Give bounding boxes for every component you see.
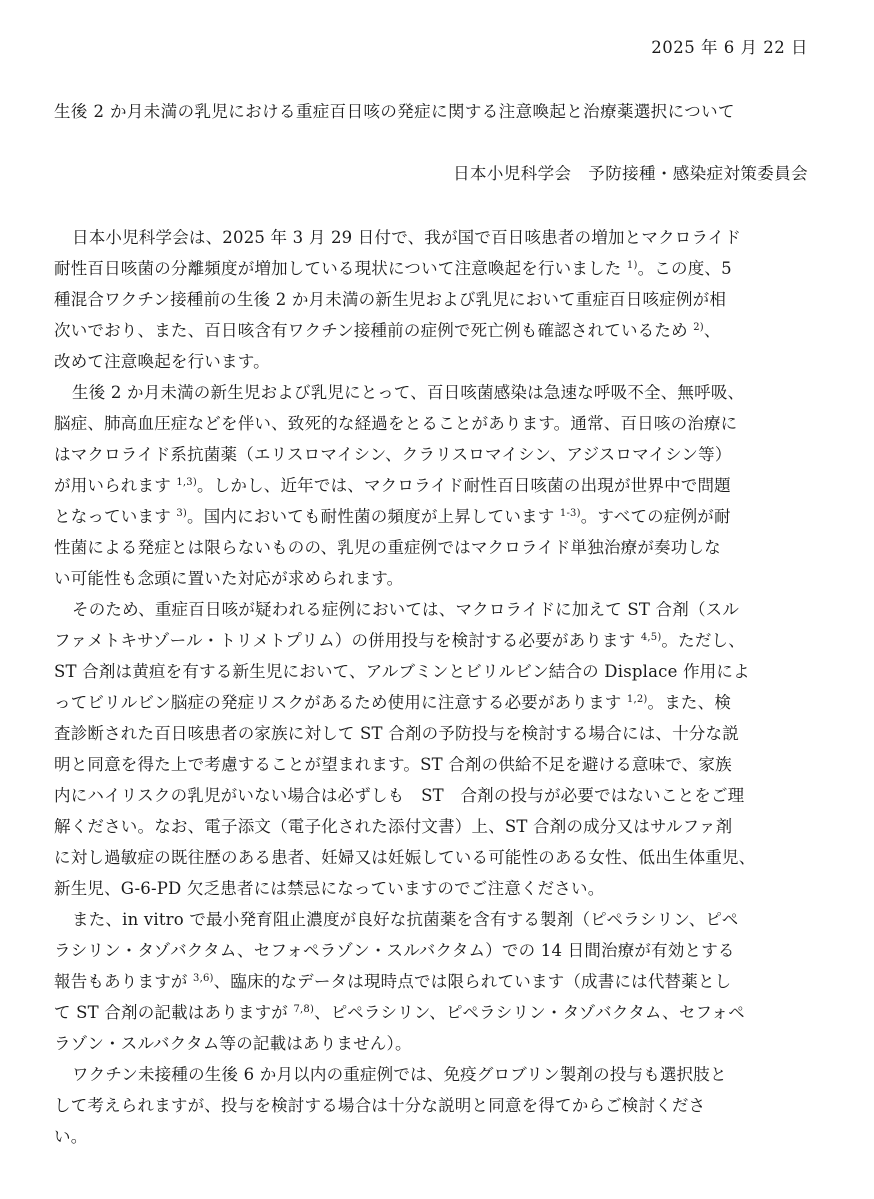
text-segment: 。また、検 — [647, 693, 732, 712]
reference-superscript: 2) — [693, 322, 704, 333]
body-text-line — [54, 532, 818, 563]
text-segment: となっています — [54, 507, 177, 526]
reference-superscript: 1,2) — [626, 694, 648, 705]
text-segment: い可能性も念頭に置いた対応が求められます。 — [54, 569, 404, 588]
body-text-line — [54, 1090, 818, 1121]
body-text-line — [54, 718, 818, 749]
reference-superscript: 1,3) — [176, 477, 197, 488]
body-text-line — [54, 253, 818, 284]
reference-superscript: 7,8) — [293, 1004, 315, 1015]
text-segment: そのため、重症百日咳が疑われる症例においては、マクロライドに加えて ST 合剤（スル — [72, 600, 740, 619]
body-text-line — [54, 315, 818, 346]
text-segment: 日本小児科学会は、2025 年 3 月 29 日付で、我が国で百日咳患者の増加とマクロライド — [72, 228, 742, 247]
document-title: 生後 2 か月未満の乳児における重症百日咳の発症に関する注意喚起と治療薬選択について — [54, 102, 735, 121]
body-text-line — [54, 1028, 818, 1059]
body-text-line — [54, 656, 818, 687]
body-text-line — [54, 1059, 818, 1090]
text-segment: はマクロライド系抗菌薬（エリスロマイシン、クラリスロマイシン、アジスロマイシン等） — [54, 445, 732, 464]
text-segment: ってビリルビン脳症の発症リスクがあるため使用に注意する必要があります — [54, 693, 627, 712]
body-text-line — [54, 377, 818, 408]
body-text-line — [54, 935, 818, 966]
text-segment: 生後 2 か月未満の新生児および乳児にとって、百日咳菌感染は急速な呼吸不全、無呼吸、 — [72, 383, 745, 402]
text-segment: 報告もありますが — [54, 972, 194, 991]
text-segment: 脳症、肺高血圧症などを伴い、致死的な経過をとることがあります。通常、百日咳の治療に — [54, 414, 738, 433]
text-segment: 性菌による発症とは限らないものの、乳児の重症例ではマクロライド単独治療が奏功しな — [54, 538, 721, 557]
text-segment: が用いられます — [54, 476, 177, 495]
body-text-line — [54, 346, 818, 377]
body-text-line — [54, 594, 818, 625]
body-text-line — [54, 904, 818, 935]
text-segment: 種混合ワクチン接種前の生後 2 か月未満の新生児および乳児において重症百日咳症例が相 — [54, 290, 727, 309]
body-text-line — [54, 749, 818, 780]
document-date: 2025 年 6 月 22 日 — [651, 38, 808, 57]
text-segment: て ST 合剤の記載はありますが — [54, 1003, 294, 1022]
text-segment: 内にハイリスクの乳児がいない場合は必ずしも ST 合剤の投与が必要ではないことをご理 — [54, 786, 745, 805]
reference-superscript: 4,5) — [640, 632, 662, 643]
body-text-line — [54, 842, 818, 873]
text-segment: 。国内においても耐性菌の頻度が上昇しています — [187, 507, 560, 526]
text-segment: して考えられますが、投与を検討する場合は十分な説明と同意を得てからご検討くださ — [54, 1096, 706, 1115]
text-segment: 。ただし、 — [661, 631, 745, 650]
body-text-line — [54, 997, 818, 1028]
body-text-line — [54, 470, 818, 501]
text-segment: 新生児、G-6-PD 欠乏患者には禁忌になっていますのでご注意ください。 — [54, 879, 605, 898]
text-segment: 明と同意を得た上で考慮することが望まれます。ST 合剤の供給不足を避ける意味で、家族 — [54, 755, 732, 774]
document-body — [54, 222, 818, 1152]
text-segment: 次いでおり、また、百日咳含有ワクチン接種前の症例で死亡例も確認されているため — [54, 321, 694, 340]
text-segment: 。すべての症例が耐 — [580, 507, 731, 526]
reference-superscript: 3) — [176, 508, 188, 519]
body-text-line — [54, 501, 818, 532]
body-text-line — [54, 811, 818, 842]
body-text-line — [54, 687, 818, 718]
text-segment: 、 — [703, 321, 721, 340]
body-text-line — [54, 966, 818, 997]
text-segment: 解ください。なお、電子添文（電子化された添付文書）上、ST 合剤の成分又はサルファ剤 — [54, 817, 733, 836]
text-segment: 改めて注意喚起を行います。 — [54, 352, 270, 371]
body-text-line — [54, 563, 818, 594]
body-text-line — [54, 408, 818, 439]
body-text-line — [54, 284, 818, 315]
body-text-line — [54, 873, 818, 904]
text-segment: い。 — [54, 1127, 88, 1146]
text-segment: 、ピペラシリン、ピペラシリン・タゾバクタム、セフォペ — [314, 1003, 745, 1022]
text-segment: また、in vitro で最小発育阻止濃度が良好な抗菌薬を含有する製剤（ピペラシリン、ピペ — [72, 910, 739, 929]
text-segment: ラゾン・スルバクタム等の記載はありません）。 — [54, 1034, 412, 1053]
body-text-line — [54, 439, 818, 470]
text-segment: 。この度、5 — [637, 259, 732, 278]
text-segment: 、臨床的なデータは現時点では限られています（成書には代替薬とし — [213, 972, 732, 991]
body-text-line — [54, 625, 818, 656]
body-text-line — [54, 222, 818, 253]
body-text-line — [54, 780, 818, 811]
text-segment: ファメトキサゾール・トリメトプリム）の併用投与を検討する必要があります — [54, 631, 641, 650]
text-segment: ST 合剤は黄疸を有する新生児において、アルブミンとビリルビン結合の Displace 作用によ — [54, 662, 750, 681]
text-segment: ラシリン・タゾバクタム、セフォペラゾン・スルバクタム）での 14 日間治療が有効とする — [54, 941, 735, 960]
text-segment: 査診断された百日咳患者の家族に対して ST 合剤の予防投与を検討する場合には、十分な説 — [54, 724, 739, 743]
text-segment: 。しかし、近年では、マクロライド耐性百日咳菌の出現が世界中で問題 — [196, 476, 731, 495]
reference-superscript: 1-3) — [559, 508, 581, 519]
body-text-line — [54, 1121, 818, 1152]
text-segment: ワクチン未接種の生後 6 か月以内の重症例では、免疫グロブリン製剤の投与も選択肢と — [72, 1065, 727, 1084]
text-segment: 耐性百日咳菌の分離頻度が増加している現状について注意喚起を行いました — [54, 259, 627, 278]
text-segment: に対し過敏症の既往歴のある患者、妊婦又は妊娠している可能性のある女性、低出生体重児、 — [54, 848, 756, 867]
issuing-organization: 日本小児科学会 予防接種・感染症対策委員会 — [453, 164, 808, 183]
reference-superscript: 3,6) — [193, 973, 214, 984]
reference-superscript: 1) — [626, 260, 638, 271]
